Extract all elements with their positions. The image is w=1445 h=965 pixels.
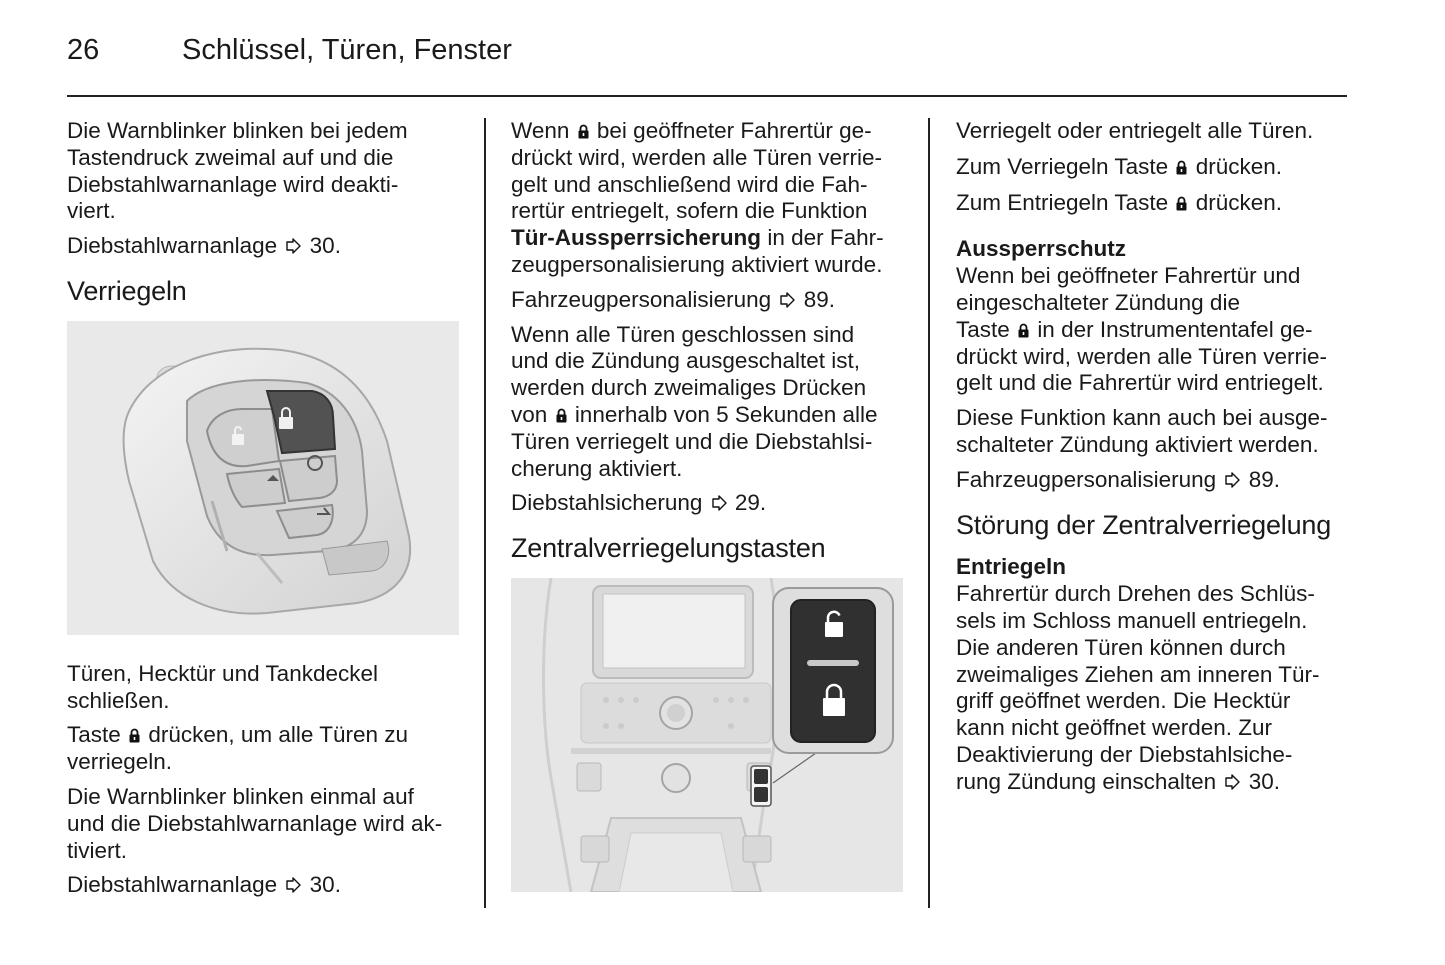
ref-text: Diebstahlsicherung	[511, 490, 703, 516]
text: Zum Entriegeln Taste	[956, 189, 1169, 215]
column-divider-1	[484, 118, 486, 908]
paragraph-ref	[511, 287, 911, 314]
lock-icon	[1176, 196, 1187, 211]
paragraph: Die Warnblinker blinken bei jedem Tastendruck zweimal auf und die Diebstahlwarnanlage wird deakti- viert.	[67, 118, 408, 224]
section-title: Schlüssel, Türen, Fenster	[182, 34, 512, 66]
page-reference-arrow-icon	[711, 495, 727, 511]
lock-open-icon	[1176, 160, 1187, 175]
header-rule	[67, 95, 1347, 97]
text: drücken, um alle Türen zu verriegeln.	[67, 722, 409, 775]
text: Zum Verriegeln Taste	[956, 153, 1169, 179]
paragraph-lock	[956, 154, 1351, 181]
column-1	[67, 118, 467, 907]
page-reference-arrow-icon	[1224, 472, 1240, 488]
paragraph-ref	[956, 581, 1351, 795]
page-number: 26	[67, 34, 100, 66]
lock-icon	[556, 408, 567, 423]
paragraph: Türen, Hecktür und Tankdeckel schließen.	[67, 660, 379, 713]
text: Wenn	[511, 118, 570, 143]
car-key-illustration	[67, 321, 459, 635]
page-reference-arrow-icon	[285, 877, 301, 893]
column-3	[956, 118, 1351, 804]
paragraph: Die Warnblinker blinken einmal auf und die Diebstahlwarnanlage wird ak- tiviert.	[67, 783, 443, 863]
text: innerhalb von 5 Sekunden alle Türen verriegelt und die Diebstahlsi- cherung aktiviert.	[511, 401, 878, 481]
subheading-aussperrschutz: Aussperrschutz	[956, 236, 1127, 262]
ref-text: Diebstahlwarnanlage	[67, 233, 278, 259]
page-ref[interactable]: 30.	[309, 872, 341, 898]
paragraph-lock	[956, 263, 1351, 397]
page-ref[interactable]: 29.	[734, 490, 767, 516]
heading-zentralverriegelungstasten: Zentralverriegelungstasten	[511, 533, 826, 564]
text: drücken.	[1195, 153, 1283, 179]
paragraph-lock	[511, 118, 911, 279]
paragraph-ref	[956, 467, 1351, 494]
car-key-fob-image	[67, 321, 459, 635]
text: Wenn bei geöffneter Fahrertür und eingeschalteter Zündung die Taste	[956, 263, 1301, 342]
page-ref[interactable]: 89.	[1248, 466, 1280, 492]
ref-text: Diebstahlwarnanlage	[67, 872, 278, 898]
text: Fahrertür durch Drehen des Schlüs- sels im Schloss manuell entriegeln. Die anderen Türen können durch zweimaliges Ziehen am inneren Tür- griff geöffnet werden. Die Hecktür kann nicht geöffnet werden. Zur Deaktivierung der Diebstahlsiche- rung Zündung einschalten	[956, 581, 1320, 794]
paragraph: Verriegelt oder entriegelt alle Türen.	[956, 118, 1314, 143]
page-header	[67, 34, 1347, 74]
paragraph-lock	[67, 722, 467, 776]
text: in der Instrumententafel ge- drückt wird, werden alle Türen verrie- gelt und die Fahrertür wird entriegelt.	[956, 316, 1327, 396]
text: in der Fahr- zeugpersonalisierung aktiviert wurde.	[511, 225, 884, 277]
ref-text: Fahrzeugpersonalisierung	[956, 466, 1217, 492]
page-ref[interactable]: 89.	[803, 286, 835, 312]
lock-icon	[129, 728, 140, 743]
paragraph-ref	[67, 872, 467, 899]
text: Wenn alle Türen geschlossen sind und die Zündung ausgeschaltet ist, werden durch zweimaliges Drücken von	[511, 321, 867, 427]
subheading-entriegeln: Entriegeln	[956, 554, 1067, 580]
paragraph-lock	[511, 322, 911, 483]
text: bei geöffneter Fahrertür ge- drückt wird, werden alle Türen verrie- gelt und anschließend wird die Fah- rertür entriegelt, sofern die Funktion	[511, 118, 882, 224]
heading-verriegeln: Verriegeln	[67, 275, 187, 306]
center-console-illustration	[511, 578, 903, 892]
center-console-image	[511, 578, 903, 892]
page-reference-arrow-icon	[285, 238, 301, 254]
paragraph-ref	[511, 490, 911, 517]
heading-stoerung: Störung der Zentralverriegelung	[956, 509, 1332, 540]
paragraph-lock	[956, 190, 1351, 217]
text: Taste	[67, 722, 121, 748]
column-2	[511, 118, 911, 892]
ref-text: Fahrzeugpersonalisierung	[511, 286, 772, 312]
bold-term: Tür-Aussperrsicherung	[511, 225, 762, 251]
column-divider-2	[928, 118, 930, 908]
page-ref[interactable]: 30.	[1248, 768, 1281, 794]
paragraph: Diese Funktion kann auch bei ausge- schalteter Zündung aktiviert werden.	[956, 405, 1328, 457]
page-reference-arrow-icon	[1224, 774, 1240, 790]
lock-icon	[1018, 323, 1029, 338]
lock-icon	[578, 124, 589, 139]
text: drücken.	[1195, 189, 1283, 215]
paragraph-ref	[67, 233, 467, 260]
page-ref[interactable]: 30.	[309, 233, 341, 259]
page-reference-arrow-icon	[779, 292, 795, 308]
